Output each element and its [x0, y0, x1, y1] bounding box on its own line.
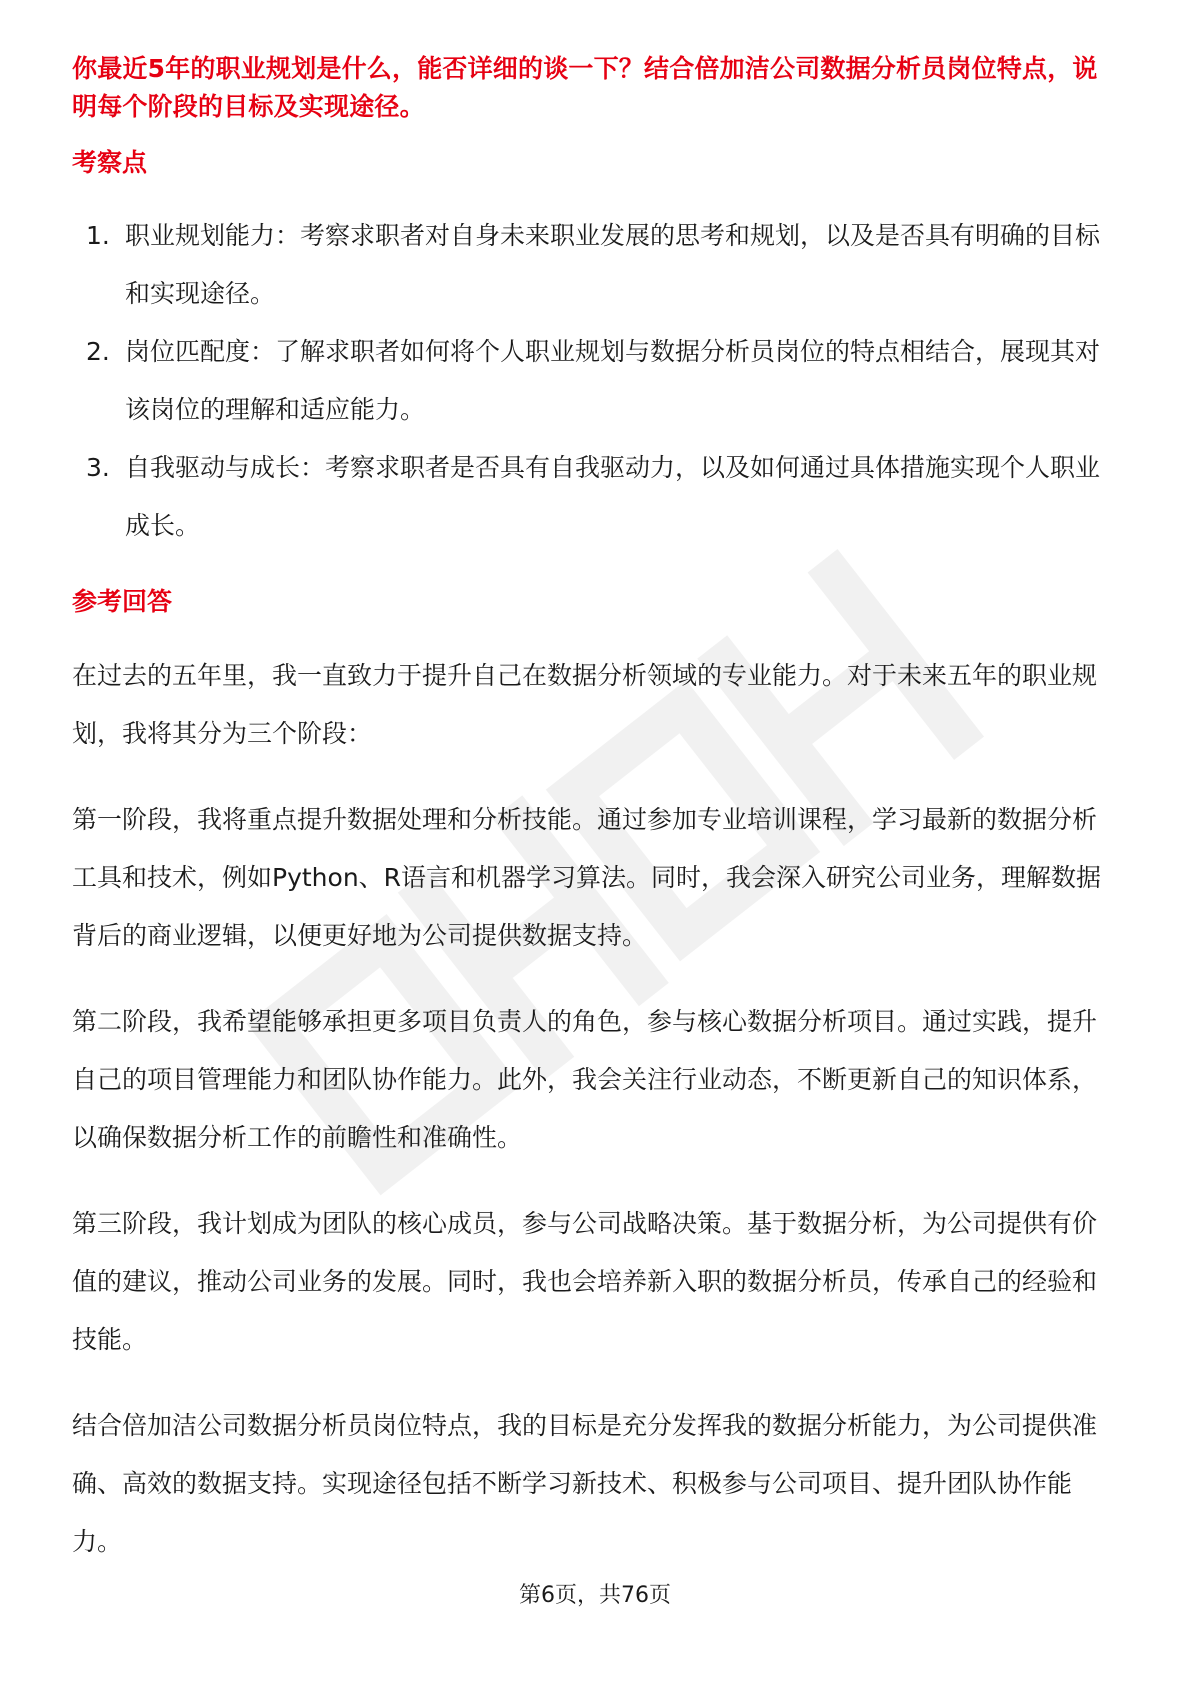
answer-paragraph: 在过去的五年里，我一直致力于提升自己在数据分析领域的专业能力。对于未来五年的职业规划，我将其分为三个阶段： — [72, 661, 1098, 748]
answer-paragraph: 第一阶段，我将重点提升数据处理和分析技能。通过参加专业培训课程，学习最新的数据分析工具和技术，例如Python、R语言和机器学习算法。同时，我会深入研究公司业务，理解数据背后的商业逻辑，以便更好地为公司提供数据支持。 — [72, 805, 1102, 950]
assessment-point — [72, 207, 1118, 323]
question-heading: 你最近5年的职业规划是什么，能否详细的谈一下？结合倍加洁公司数据分析员岗位特点，说明每个阶段的目标及实现途径。 — [72, 54, 1098, 121]
answer-paragraph: 第三阶段，我计划成为团队的核心成员，参与公司战略决策。基于数据分析，为公司提供有价值的建议，推动公司业务的发展。同时，我也会培养新入职的数据分析员，传承自己的经验和技能。 — [72, 1209, 1098, 1354]
assessment-point — [72, 439, 1118, 555]
point-text: 职业规划能力：考察求职者对自身未来职业发展的思考和规划，以及是否具有明确的目标和实现途径。 — [125, 221, 1101, 308]
document-body — [72, 50, 1118, 1571]
assessment-point — [72, 323, 1118, 439]
point-text: 自我驱动与成长：考察求职者是否具有自我驱动力，以及如何通过具体措施实现个人职业成长。 — [125, 453, 1101, 540]
page-number-footer: 第6页，共76页 — [519, 1583, 671, 1608]
section-title-kaocha: 考察点 — [72, 148, 148, 177]
answer-paragraph: 第二阶段，我希望能够承担更多项目负责人的角色，参与核心数据分析项目。通过实践，提升自己的项目管理能力和团队协作能力。此外，我会关注行业动态，不断更新自己的知识体系，以确保数据分析工作的前瞻性和准确性。 — [72, 1007, 1098, 1152]
section-title-cankao: 参考回答 — [72, 587, 173, 616]
point-text: 岗位匹配度：了解求职者如何将个人职业规划与数据分析员岗位的特点相结合，展现其对该岗位的理解和适应能力。 — [125, 337, 1101, 424]
point-number: 3. — [86, 453, 110, 482]
answer-paragraph: 结合倍加洁公司数据分析员岗位特点，我的目标是充分发挥我的数据分析能力，为公司提供准确、高效的数据支持。实现途径包括不断学习新技术、积极参与公司项目、提升团队协作能力。 — [72, 1411, 1098, 1556]
point-number: 1. — [86, 221, 110, 250]
point-number: 2. — [86, 337, 110, 366]
assessment-points-list — [72, 207, 1118, 555]
